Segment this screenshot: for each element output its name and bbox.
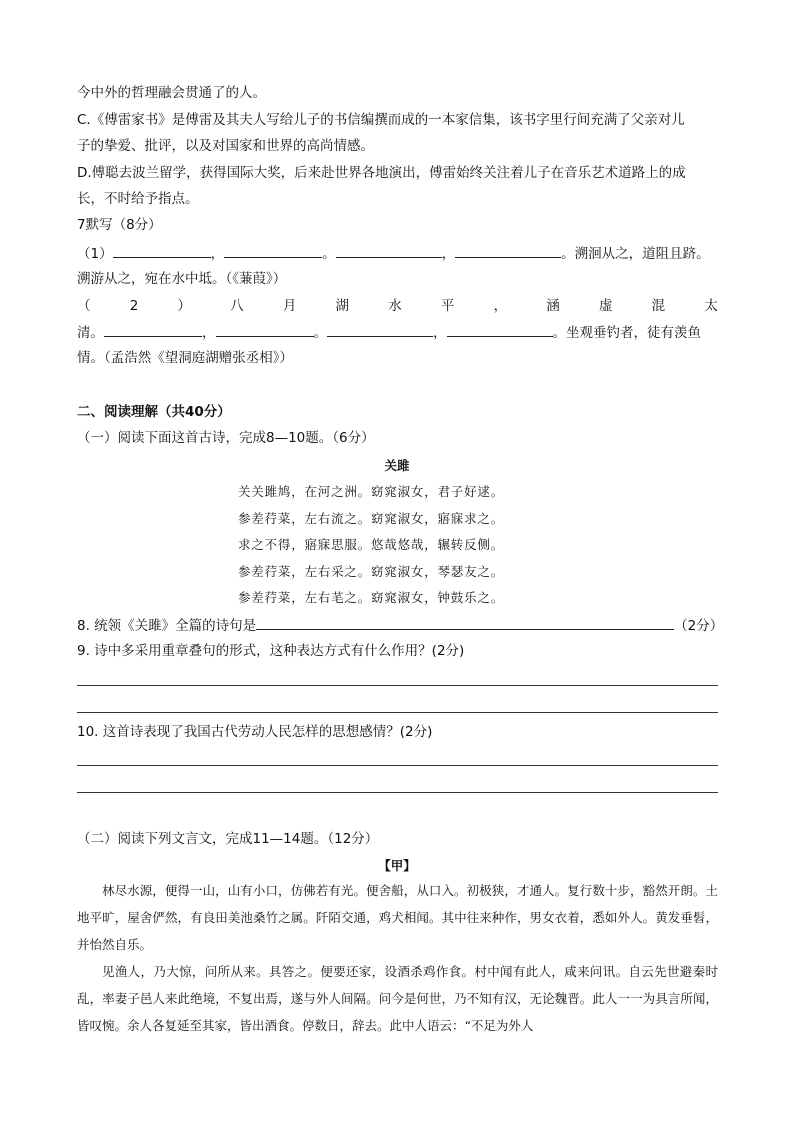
- q7-part2-line1: [77, 296, 718, 316]
- punct: 。: [322, 246, 336, 262]
- q9-answer-line[interactable]: [77, 685, 718, 686]
- poem-line: 参差荇菜，左右流之。窈窕淑女，寤寐求之。: [238, 511, 505, 526]
- token: （: [77, 298, 91, 314]
- punct: ，: [441, 246, 456, 262]
- q7-part2-line3: 情。（孟浩然《望洞庭湖赠张丞相》）: [77, 350, 293, 366]
- poem-line: 求之不得，寤寐思服。悠哉悠哉，辗转反侧。: [238, 537, 505, 552]
- punct: ，: [433, 325, 447, 341]
- q9-prompt: 9. 诗中多采用重章叠句的形式，这种表达方式有什么作用？(2分): [77, 643, 465, 659]
- token: 八: [230, 298, 244, 314]
- dictation-blank[interactable]: [447, 322, 553, 337]
- q7-part2-line2: [77, 322, 718, 343]
- q8-prompt: 8. 统领《关雎》全篇的诗句是: [77, 618, 257, 634]
- token: 2: [129, 298, 139, 314]
- option-c-line1: C.《傅雷家书》是傅雷及其夫人写给儿子的书信编撰而成的一本家信集，该书字里行间充满了父亲对儿: [77, 112, 685, 128]
- q7-part1-number: （1）: [77, 246, 113, 262]
- part2-instruction: （二）阅读下列文言文，完成11—14题。（12分）: [77, 831, 379, 847]
- token: 虚: [598, 298, 613, 314]
- passage-jia-label: 【甲】: [378, 858, 416, 873]
- poem-line: 关关雎鸠，在河之洲。窈窕淑女，君子好逑。: [238, 484, 505, 499]
- q10-answer-line[interactable]: [77, 792, 718, 793]
- token: 月: [282, 298, 297, 314]
- dictation-blank[interactable]: [224, 243, 322, 258]
- q10-answer-line[interactable]: [77, 765, 718, 766]
- q8-line: [77, 615, 724, 636]
- q7-part1-line2: 溯游从之，宛在水中坻。（《蒹葭》）: [77, 271, 287, 287]
- option-d-line2: 长，不时给予指点。: [77, 191, 199, 207]
- q7-part1-line1: [77, 243, 718, 264]
- punct: ，: [210, 246, 225, 262]
- token: 涵: [546, 298, 560, 314]
- dictation-blank[interactable]: [216, 322, 314, 337]
- q8-score: （2分）: [674, 618, 724, 634]
- token: ）: [177, 298, 191, 314]
- passage-jia: [77, 877, 718, 1039]
- token: 平: [440, 298, 455, 314]
- token: 混: [651, 298, 666, 314]
- dictation-blank[interactable]: [327, 322, 433, 337]
- dictation-blank[interactable]: [104, 322, 202, 337]
- dictation-blank[interactable]: [455, 243, 561, 258]
- passage-paragraph: 见渔人，乃大惊，问所从来。具答之。便要还家，设酒杀鸡作食。村中闻有此人，咸来问讯。自云先世避秦时乱，率妻子邑人来此绝境，不复出焉，遂与外人间隔。问今是何世，乃不知有汉，无论魏晋。此人一一为具言所闻，皆叹惋。余人各复延至其家，皆出酒食。停数日，辞去。此中人语云：“不足为外人: [77, 964, 718, 1033]
- dictation-blank[interactable]: [336, 243, 442, 258]
- option-c-line2: 子的挚爱、批评，以及对国家和世界的高尚情感。: [77, 138, 374, 154]
- passage-paragraph: 林尽水源，便得一山，山有小口，仿佛若有光。便舍船，从口入。初极狭，才通人。复行数十步，豁然开朗。土地平旷，屋舍俨然，有良田美池桑竹之属。阡陌交通，鸡犬相闻。其中往来种作，男女衣着，悉如外人。黄发垂髫，并怡然自乐。: [77, 883, 718, 952]
- q7-part2-tail: 。坐观垂钓者，徒有羡鱼: [552, 325, 701, 341]
- option-d-line1: D.傅聪去波兰留学，获得国际大奖，后来赴世界各地演出，傅雷始终关注着儿子在音乐艺术道路上的成: [77, 165, 686, 181]
- q7-part2-start: 清。: [77, 325, 104, 341]
- q7-part1-tail: 。溯洄从之，道阻且跻。: [561, 246, 710, 262]
- token: 水: [388, 298, 402, 314]
- token: 湖: [335, 298, 350, 314]
- q9-answer-line[interactable]: [77, 712, 718, 713]
- poem-title: 关雎: [384, 458, 410, 473]
- q10-prompt: 10. 这首诗表现了我国古代劳动人民怎样的思想感情？(2分): [77, 724, 433, 740]
- q7-title: 7默写（8分）: [77, 217, 162, 233]
- token: 太: [704, 298, 718, 314]
- token: ，: [493, 298, 508, 314]
- poem-line: 参差荇菜，左右芼之。窈窕淑女，钟鼓乐之。: [238, 590, 505, 605]
- section-title: 二、阅读理解（共40分）: [77, 404, 231, 420]
- option-b-tail: 今中外的哲理融会贯通了的人。: [77, 85, 266, 101]
- part1-instruction: （一）阅读下面这首古诗，完成8—10题。（6分）: [77, 430, 375, 446]
- punct: 。: [313, 325, 327, 341]
- poem-line: 参差荇菜，左右采之。窈窕淑女，琴瑟友之。: [238, 564, 505, 579]
- punct: ，: [202, 325, 216, 341]
- dictation-blank[interactable]: [113, 243, 211, 258]
- q8-answer-blank[interactable]: [256, 615, 674, 630]
